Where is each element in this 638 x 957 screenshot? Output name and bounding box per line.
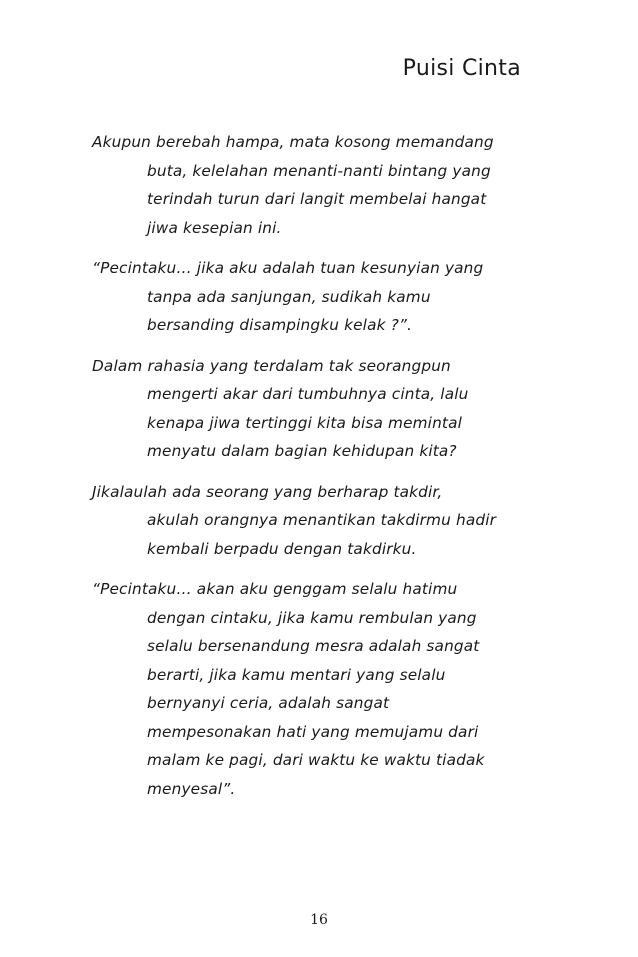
stanza-2: [92, 254, 542, 340]
poem-line: terindah turun dari langit membelai hangat: [147, 190, 487, 208]
poem-body: [92, 128, 542, 815]
stanza-1: [92, 128, 542, 242]
stanza-5: [92, 575, 542, 803]
poem-line: berarti, jika kamu mentari yang selalu: [147, 665, 446, 684]
poem-line: menyatu dalam bagian kehidupan kita?: [147, 442, 457, 460]
poem-line: Akupun berebah hampa, mata kosong memandang: [92, 133, 494, 151]
stanza-3: [92, 352, 542, 466]
poem-line: kenapa jiwa tertinggi kita bisa memintal: [147, 413, 462, 432]
poem-line: akulah orangnya menantikan takdirmu hadir: [147, 511, 497, 529]
poem-line: mempesonakan hati yang memujamu dari: [147, 722, 479, 741]
poem-line: bernyanyi ceria, adalah sangat: [147, 694, 390, 712]
poem-line: dengan cintaku, jika kamu rembulan yang: [147, 608, 477, 627]
poem-line: malam ke pagi, dari waktu ke waktu tiadak: [147, 751, 485, 769]
page-title: Puisi Cinta: [402, 56, 521, 81]
poem-line: “Pecintaku… akan aku genggam selalu hatimu: [92, 580, 458, 598]
poem-line: buta, kelelahan menanti-nanti bintang yang: [147, 161, 491, 180]
poem-line: kembali berpadu dengan takdirku.: [147, 539, 417, 558]
poem-line: selalu bersenandung mesra adalah sangat: [147, 637, 480, 655]
poem-line: mengerti akar dari tumbuhnya cinta, lalu: [147, 385, 469, 403]
poem-line: bersanding disampingku kelak ?”.: [147, 316, 412, 334]
poem-line: jiwa kesepian ini.: [147, 218, 282, 237]
poem-line: Dalam rahasia yang terdalam tak seorangpun: [92, 356, 451, 375]
stanza-4: [92, 478, 542, 564]
poem-line: Jikalaulah ada seorang yang berharap takdir,: [92, 482, 443, 501]
poem-line: “Pecintaku… jika aku adalah tuan kesunyian yang: [92, 259, 484, 277]
poem-line: tanpa ada sanjungan, sudikah kamu: [147, 287, 431, 306]
page-number: 16: [310, 912, 328, 928]
poem-line: menyesal”.: [147, 779, 236, 798]
